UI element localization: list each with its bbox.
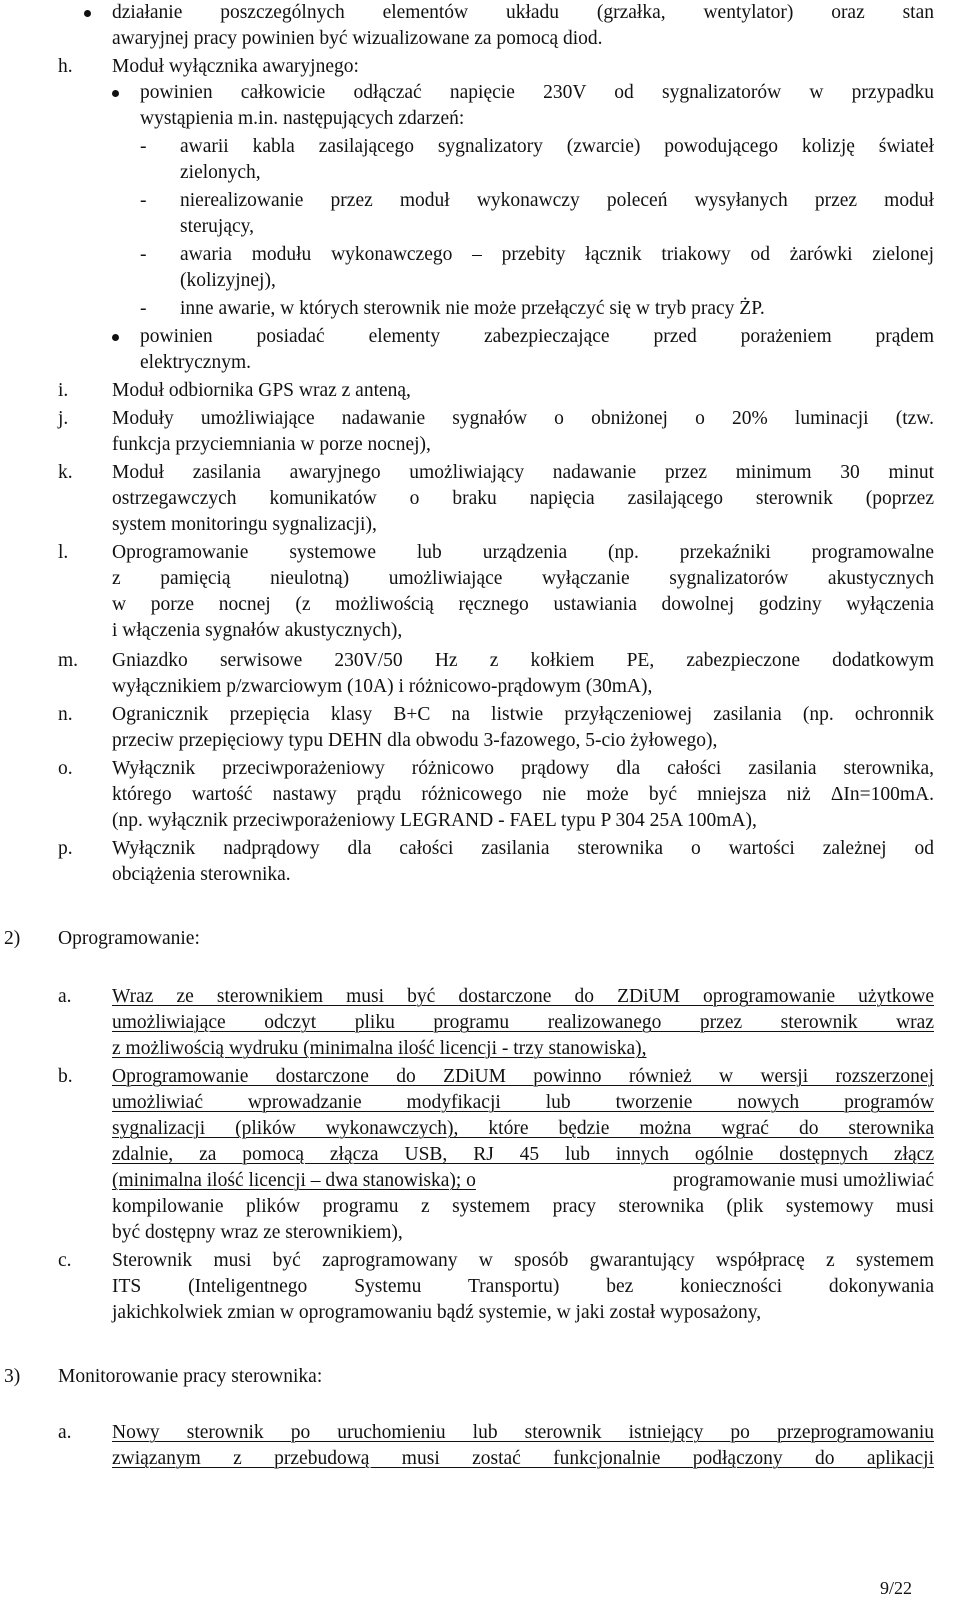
list-marker: m. [58,650,79,671]
text-line: Wyłącznik przeciwporażeniowy różnicowo prądowy dla całości zasilania sterownika, [112,758,934,779]
list-marker: p. [58,838,73,859]
text-line: którego wartość nastawy prądu różnicowego nie może być mniejsza niż ΔIn=100mA. [112,784,934,805]
text-line: Wraz ze sterownikiem musi być dostarczone do ZDiUM oprogramowanie użytkowe [112,986,934,1007]
text-line: z możliwością wydruku (minimalna ilość licencji - trzy stanowiska), [112,1038,647,1059]
list-marker: a. [58,986,72,1007]
list-marker: i. [58,380,69,401]
text-line: powinien całkowicie odłączać napięcie 230V od sygnalizatorów w przypadku [140,82,934,103]
text-line: jakichkolwiek zmian w oprogramowaniu bądź systemie, w jaki został wyposażony, [112,1302,762,1323]
text-line: awaria modułu wykonawczego – przebity łącznik triakowy od żarówki zielonej [180,244,934,265]
text-line: elektrycznym. [140,352,251,373]
text-line: Moduły umożliwiające nadawanie sygnałów o obniżonej o 20% luminacji (tzw. [112,408,934,429]
bullet-item [112,0,934,26]
text-line: awarii kabla zasilającego sygnalizatory (zwarcie) powodującego kolizję świateł [180,136,934,157]
text-line: obciążenia sterownika. [112,864,291,885]
text-segment: (minimalna ilość licencji – dwa stanowiska); o [112,1170,476,1191]
text-line: (np. wyłącznik przeciwporażeniowy LEGRAND - FAEL typu P 304 25A 100mA), [112,810,757,831]
text-line: kompilowanie plików programu z systemem pracy sterownika (plik systemowy musi [112,1196,934,1217]
text-line: Oprogramowanie dostarczone do ZDiUM powinno również w wersji rozszerzonej [112,1066,934,1087]
list-marker: a. [58,1422,72,1443]
text-line: (kolizyjnej), [180,270,276,291]
text-line: powinien posiadać elementy zabezpieczające przed porażeniem prądem [140,326,934,347]
text-line: Ogranicznik przepięcia klasy B+C na listwie przyłączeniowej zasilania (np. ochronnik [112,704,934,725]
text-line: być dostępny wraz ze sterownikiem), [112,1222,403,1243]
list-marker: j. [58,408,69,429]
text-line: z pamięcią nieulotną) umożliwiające wyłączanie sygnalizatorów akustycznych [112,568,934,589]
text-line: wystąpienia m.in. następujących zdarzeń: [140,108,465,129]
dash-marker: - [140,298,147,319]
text-line: awaryjnej pracy powinien być wizualizowane za pomocą diod. [112,28,603,49]
text-line: w porze nocnej (z możliwością ręcznego ustawiania dowolnej godziny wyłączenia [112,594,934,615]
text-segment: programowanie musi umożliwiać [672,1170,934,1191]
text-line: Wyłącznik nadprądowy dla całości zasilania sterownika o wartości zależnej od [112,838,934,859]
text-line: i włączenia sygnałów akustycznych), [112,620,403,641]
bullet-item [140,324,934,350]
text-line: wyłącznikiem p/zwarciowym (10A) i różnicowo-prądowym (30mA), [112,676,653,697]
page-number: 9/22 [879,1578,912,1598]
text-line: umożliwiające odczyt pliku programu realizowanego przez sterownik wraz [112,1012,934,1033]
text-line: umożliwiać wprowadzanie modyfikacji lub tworzenie nowych programów [112,1092,934,1113]
list-item-heading: Moduł wyłącznika awaryjnego: [112,56,359,77]
text-line: przeciw przepięciowy typu DEHN dla obwodu 3-fazowego, 5-cio żyłowego), [112,730,718,751]
section-number: 2) [4,928,21,949]
text-line: sygnalizacji (plików wykonawczych), które będzie można wgrać do sterownika [112,1118,934,1139]
text-line: funkcja przyciemniania w porze nocnej), [112,434,431,455]
text-line: Moduł zasilania awaryjnego umożliwiający nadawanie przez minimum 30 minut [112,462,934,483]
section-heading: Oprogramowanie: [58,928,200,949]
text-line: system monitoringu sygnalizacji), [112,514,377,535]
text-line: ostrzegawczych komunikatów o braku napięcia zasilającego sterownik (poprzez [112,488,934,509]
list-marker: o. [58,758,73,779]
text-line: inne awarie, w których sterownik nie może przełączyć się w tryb pracy ŻP. [180,298,765,319]
dash-marker: - [140,136,147,157]
text-line: Nowy sterownik po uruchomieniu lub sterownik istniejący po przeprogramowaniu [112,1422,934,1443]
list-marker: l. [58,542,69,563]
text-line: ITS (Inteligentnego Systemu Transportu) bez konieczności dokonywania [112,1276,934,1297]
text-line: nierealizowanie przez moduł wykonawczy poleceń wysyłanych przez moduł [180,190,934,211]
list-marker: h. [58,56,73,77]
text-line: zielonych, [180,162,261,183]
section-heading: Monitorowanie pracy sterownika: [58,1366,323,1387]
dash-marker: - [140,190,147,211]
section-number: 3) [4,1366,21,1387]
text-line: Moduł odbiornika GPS wraz z anteną, [112,380,411,401]
list-marker: c. [58,1250,72,1271]
text-line: Gniazdko serwisowe 230V/50 Hz z kołkiem PE, zabezpieczone dodatkowym [112,650,934,671]
list-marker: n. [58,704,73,725]
text-line: Sterownik musi być zaprogramowany w sposób gwarantujący współpracę z systemem [112,1250,934,1271]
text-line: sterujący, [180,216,254,237]
text-line: związanym z przebudową musi zostać funkcjonalnie podłączony do aplikacji [112,1448,934,1469]
list-marker: k. [58,462,73,483]
text-line: działanie poszczególnych elementów układu (grzałka, wentylator) oraz stan [112,2,934,23]
text-line: Oprogramowanie systemowe lub urządzenia (np. przekaźniki programowalne [112,542,934,563]
bullet-item [140,80,934,106]
text-line [112,1168,934,1194]
list-marker: b. [58,1066,73,1087]
dash-marker: - [140,244,147,265]
text-line: zdalnie, za pomocą złącza USB, RJ 45 lub innych ogólnie dostępnych złącz [112,1144,934,1165]
